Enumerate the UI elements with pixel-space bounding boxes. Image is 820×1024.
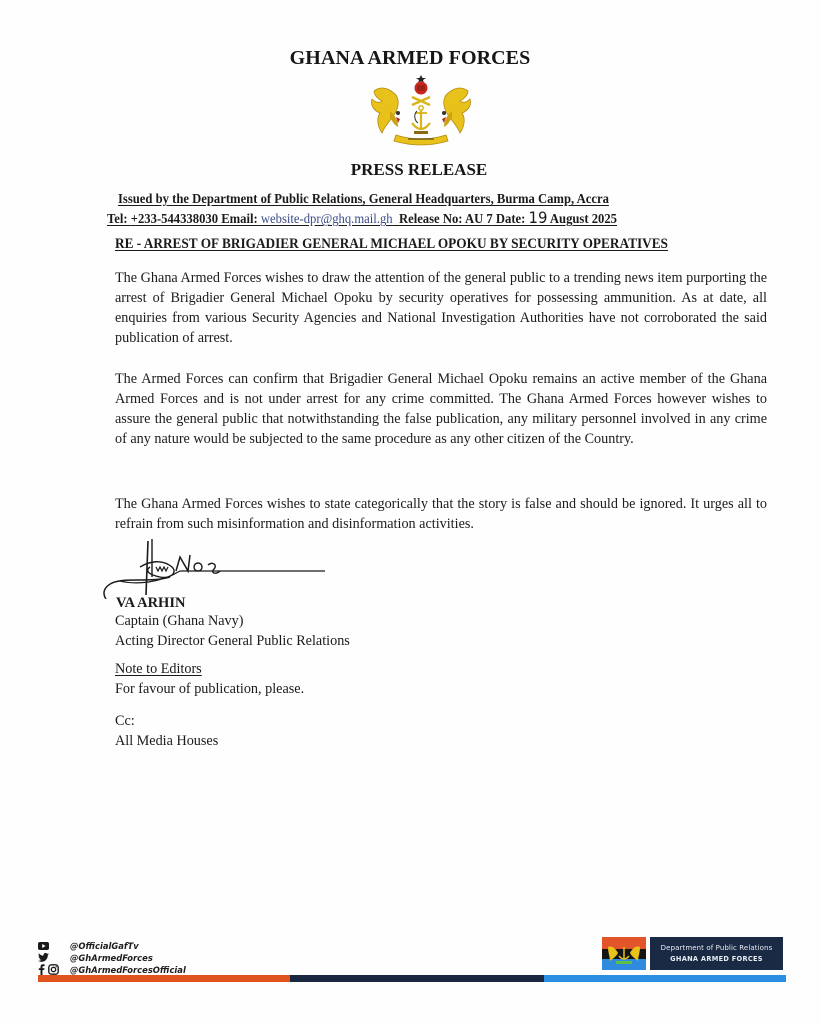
department-badge xyxy=(602,937,783,970)
email-label: Email: xyxy=(218,211,261,226)
email-link[interactable]: website-dpr@ghq.mail.gh xyxy=(260,211,393,226)
department-name-box xyxy=(650,937,783,970)
footer-bar-navy xyxy=(290,975,544,982)
social-row-youtube[interactable] xyxy=(38,940,186,951)
organization-name: GHANA ARMED FORCES xyxy=(670,955,763,963)
ghana-armed-forces-crest-icon xyxy=(368,75,474,147)
signatory-rank: Captain (Ghana Navy) xyxy=(115,613,244,629)
twitter-handle: @GhArmedForces xyxy=(70,952,153,963)
release-number: AU 7 xyxy=(464,211,493,226)
cc-heading: Cc: xyxy=(115,713,135,729)
body-paragraph-2: The Armed Forces can confirm that Brigadier General Michael Opoku remains an active member of the Ghana Armed Forces and is not under arrest for any crime committed. The Ghana Armed Forces however wishes to assure the general public that notwithstanding the false publication, any military personnel involved in any crime of any nature would be subjected to the same procedure as any other citizen of the Country. xyxy=(115,371,767,447)
release-label: Release No: xyxy=(392,211,465,226)
social-media-handles xyxy=(38,940,186,976)
body-paragraph-1: The Ghana Armed Forces wishes to draw the attention of the general public to a trending news item purporting the arrest of Brigadier General Michael Opoku by security operatives for possessing ammunition. As at date, all enquiries from various Security Agencies and National Investigation Authorities have not corroborated the said publication of arrest. xyxy=(115,270,767,346)
body-paragraph-3: The Ghana Armed Forces wishes to state categorically that the story is false and should be ignored. It urges all to refrain from such misinformation and disinformation activities. xyxy=(115,496,767,532)
tel-number: +233-544338030 xyxy=(130,211,219,226)
document-type-heading: PRESS RELEASE xyxy=(350,160,488,179)
instagram-icon xyxy=(48,964,59,975)
date-month-year: August 2025 xyxy=(547,211,618,226)
date-day-handwritten: 19 xyxy=(528,208,548,227)
cc-recipients: All Media Houses xyxy=(115,733,219,749)
signatory-title: Acting Director General Public Relations xyxy=(115,633,350,649)
facebook-instagram-handle: @GhArmedForcesOfficial xyxy=(70,964,186,975)
social-row-facebook-instagram[interactable] xyxy=(38,964,186,975)
facebook-icon xyxy=(38,964,45,975)
tel-label: Tel: xyxy=(107,211,131,226)
youtube-handle: @OfficialGafTv xyxy=(70,940,139,951)
twitter-icon xyxy=(38,953,49,962)
contact-line xyxy=(107,208,617,227)
organization-title: GHANA ARMED FORCES xyxy=(289,47,531,69)
date-label: Date: xyxy=(492,211,529,226)
department-name: Department of Public Relations xyxy=(660,944,773,952)
youtube-icon xyxy=(38,942,49,950)
note-to-editors-heading: Note to Editors xyxy=(115,661,202,677)
signatory-name: VA ARHIN xyxy=(116,595,186,611)
social-row-twitter[interactable] xyxy=(38,952,186,963)
footer-color-bar xyxy=(38,975,786,982)
subject-line: RE - ARREST OF BRIGADIER GENERAL MICHAEL OPOKU BY SECURITY OPERATIVES xyxy=(115,236,668,252)
footer-bar-blue xyxy=(544,975,786,982)
note-to-editors-text: For favour of publication, please. xyxy=(115,681,305,697)
crest-mini-icon xyxy=(606,941,642,967)
footer-bar-orange xyxy=(38,975,290,982)
handwritten-signature-icon xyxy=(100,537,330,599)
department-flag-logo xyxy=(602,937,646,970)
issued-by-line: Issued by the Department of Public Relations, General Headquarters, Burma Camp, Accra xyxy=(118,191,609,206)
